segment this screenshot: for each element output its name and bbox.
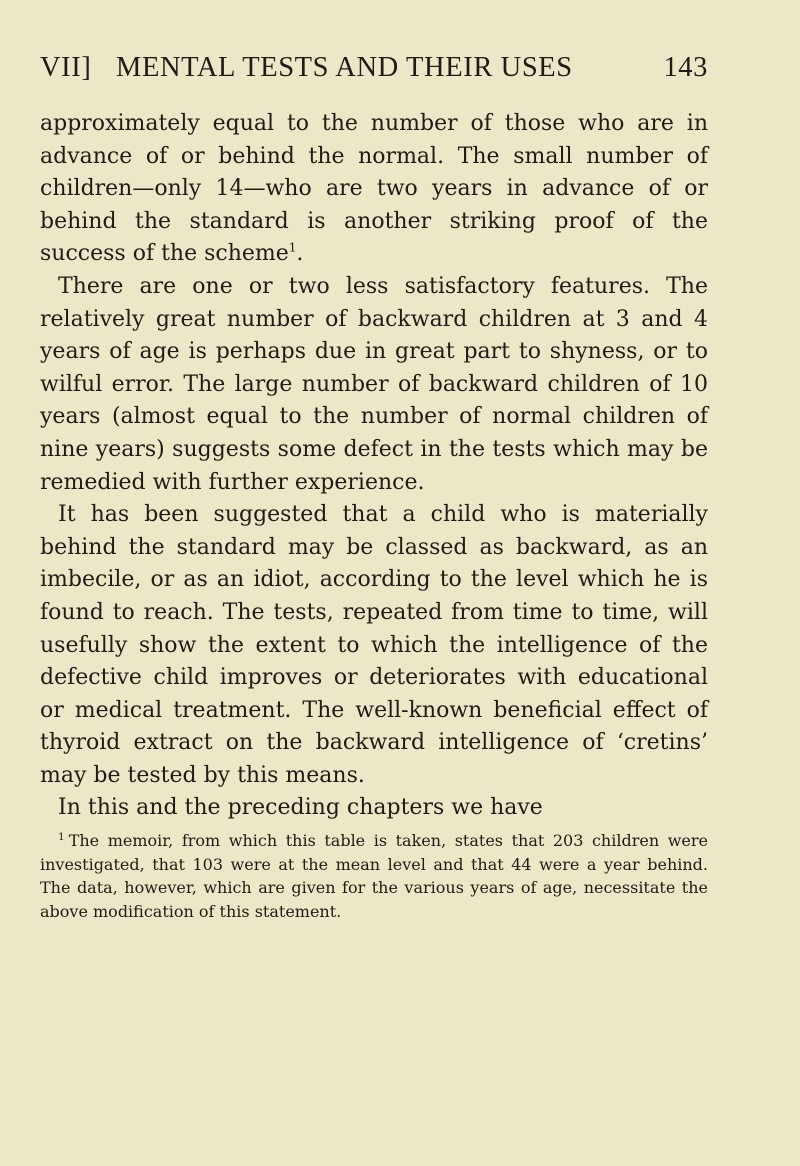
paragraph-3: It has been suggested that a child who is materially behind the standard may be classed as backward, as an imbecile, or as an idiot, according to the level which he is found to reach. The tests, repeated from time to time, will usefully show the extent to which the intelligence of the defective child improves or deteriorates with educational or medical treatment. The well-known beneficial effect of thyroid extract on the backward intelligence of ‘cretins’ may be tested by this means. <box>40 502 708 788</box>
paragraph-tail: . <box>296 241 304 267</box>
footnote <box>40 829 708 924</box>
footnote-text: The memoir, from which this table is taken, states that 203 children were investigated, that 103 were at the mean level and that 44 were a year behind. The data, however, which are given for the various years of age, necessitate the above modification of this statement. <box>40 831 708 922</box>
paragraph-2: There are one or two less satisfactory features. The relatively great number of backward children at 3 and 4 years of age is perhaps due in great part to shyness, or to wilful error. The large number of backward children of 10 years (almost equal to the number of normal children of nine years) suggests some defect in the tests which may be remedied with further experience. <box>40 273 708 495</box>
paragraph-text: approximately equal to the number of those who are in advance of or behind the normal. The small number of children—only 14—who are two years in advance of or behind the standard is another striking proof of the success of the scheme <box>40 111 708 267</box>
body-text <box>40 108 708 825</box>
page-content <box>40 52 708 924</box>
running-head <box>40 52 708 94</box>
page-number: 143 <box>663 52 708 83</box>
chapter-number: VII] <box>40 52 92 83</box>
running-title: MENTAL TESTS AND THEIR USES <box>116 52 573 83</box>
paragraph-1 <box>40 108 708 271</box>
footnote-reference: 1 <box>288 241 297 256</box>
footnote-marker: 1 <box>58 830 65 843</box>
paragraph-4: In this and the preceding chapters we have <box>58 795 543 821</box>
